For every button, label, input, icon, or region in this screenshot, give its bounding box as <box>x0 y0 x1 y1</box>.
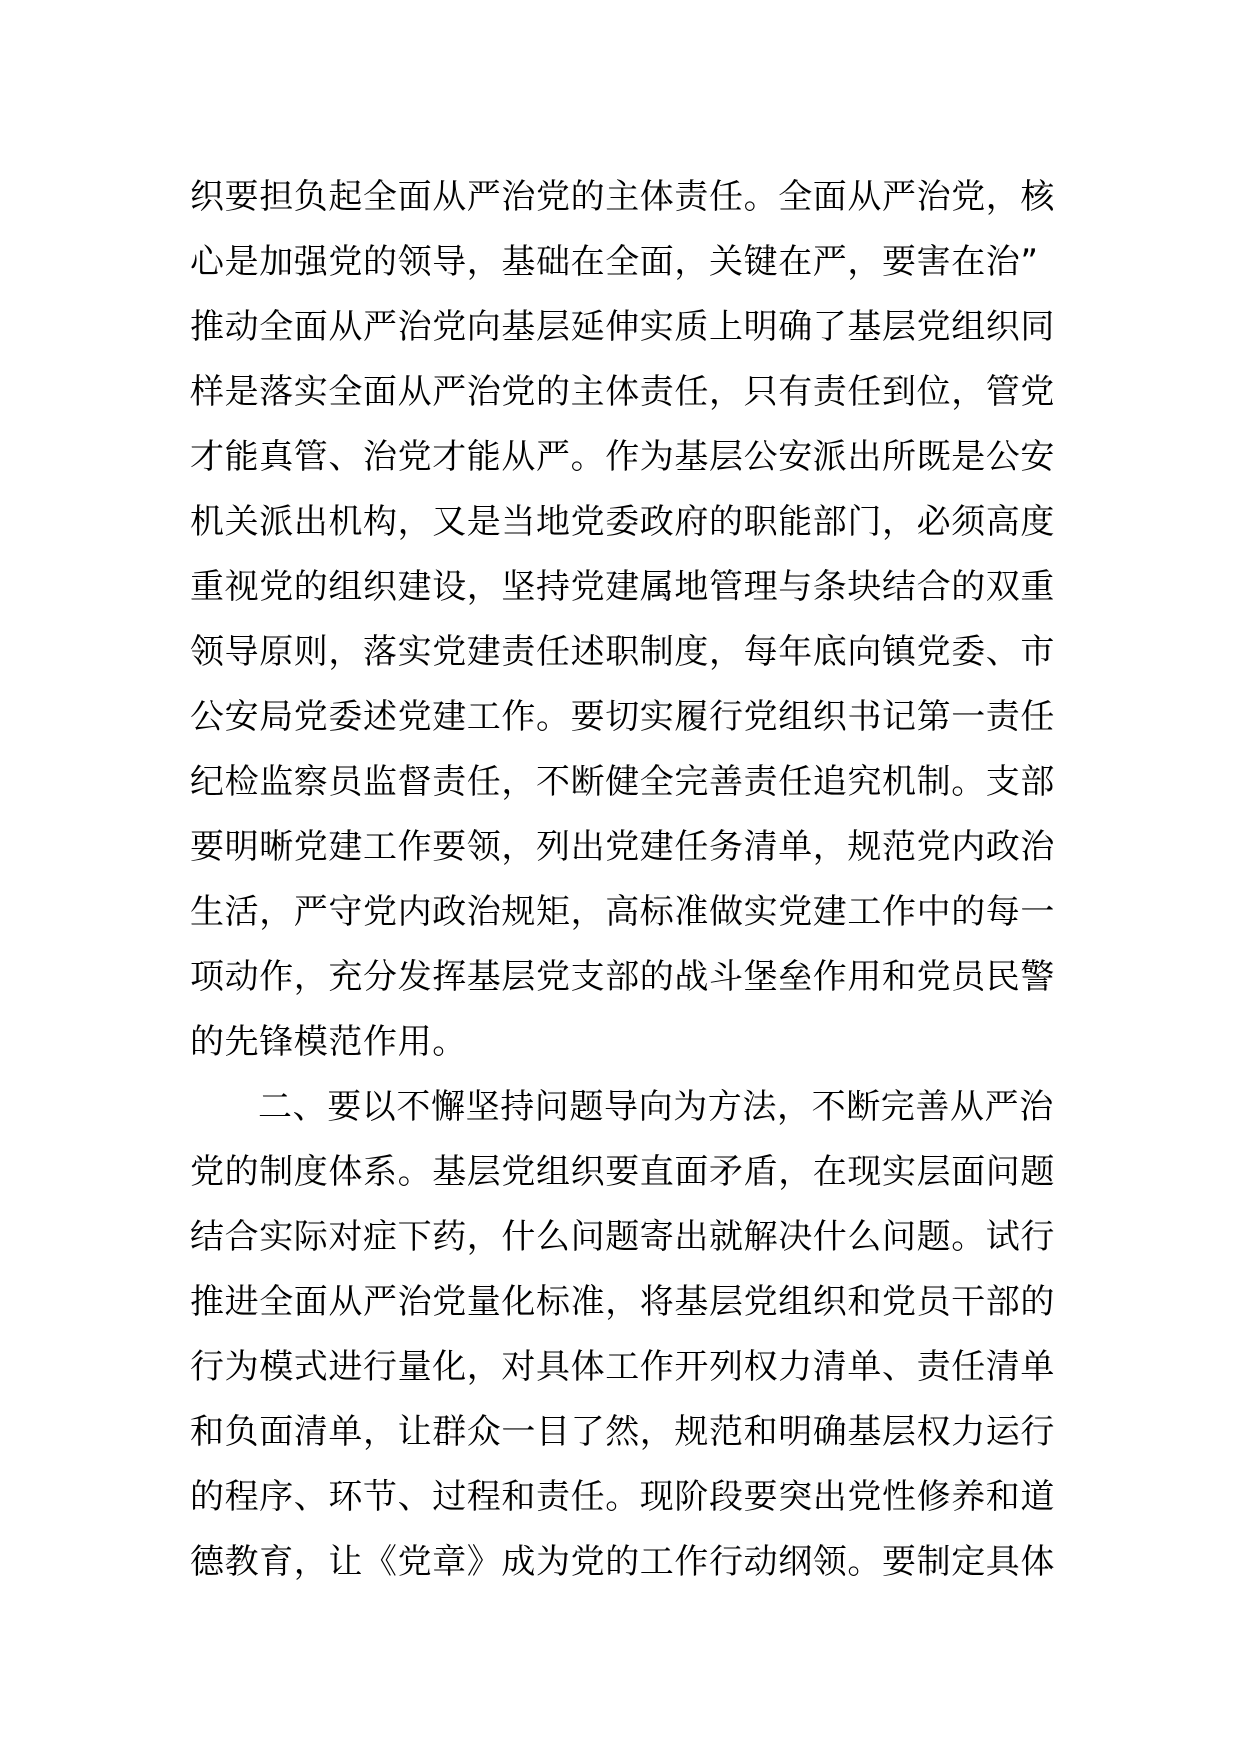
text-line: 重视党的组织建设，坚持党建属地管理与条块结合的双重 <box>190 567 1055 607</box>
text-line: 德教育，让《党章》成为党的工作行动纲领。要制定具体 <box>190 1542 1055 1582</box>
text-line: 公安局党委述党建工作。要切实履行党组织书记第一责任 <box>190 697 1055 737</box>
text-line: 和负面清单，让群众一目了然，规范和明确基层权力运行 <box>190 1412 1055 1452</box>
paragraph-heading-line: 二、要以不懈坚持问题导向为方法，不断完善从严治 <box>258 1087 1054 1127</box>
text-line: 的程序、环节、过程和责任。现阶段要突出党性修养和道 <box>190 1477 1055 1517</box>
text-line: 机关派出机构，又是当地党委政府的职能部门，必须高度 <box>190 502 1055 542</box>
text-line: 结合实际对症下药，什么问题寄出就解决什么问题。试行 <box>190 1217 1055 1257</box>
text-line: 行为模式进行量化，对具体工作开列权力清单、责任清单 <box>190 1347 1055 1387</box>
text-line: 织要担负起全面从严治党的主体责任。全面从严治党，核 <box>190 177 1055 217</box>
text-line: 才能真管、治党才能从严。作为基层公安派出所既是公安 <box>190 437 1055 477</box>
document-body <box>190 165 1060 1595</box>
text-line: 党的制度体系。基层党组织要直面矛盾，在现实层面问题 <box>190 1152 1055 1192</box>
text-line: 的先锋模范作用。 <box>190 1022 467 1062</box>
text-line: 项动作，充分发挥基层党支部的战斗堡垒作用和党员民警 <box>190 957 1055 997</box>
text-line: 领导原则，落实党建责任述职制度，每年底向镇党委、市 <box>190 632 1055 672</box>
text-line: 样是落实全面从严治党的主体责任，只有责任到位，管党 <box>190 372 1055 412</box>
text-line: 纪检监察员监督责任，不断健全完善责任追究机制。支部 <box>190 762 1055 802</box>
text-line: 心是加强党的领导，基础在全面，关键在严，要害在治” <box>190 242 1039 282</box>
text-line: 推动全面从严治党向基层延伸实质上明确了基层党组织同 <box>190 307 1055 347</box>
text-line: 推进全面从严治党量化标准，将基层党组织和党员干部的 <box>190 1282 1055 1322</box>
text-line: 生活，严守党内政治规矩，高标准做实党建工作中的每一 <box>190 892 1055 932</box>
text-line: 要明晰党建工作要领，列出党建任务清单，规范党内政治 <box>190 827 1055 867</box>
